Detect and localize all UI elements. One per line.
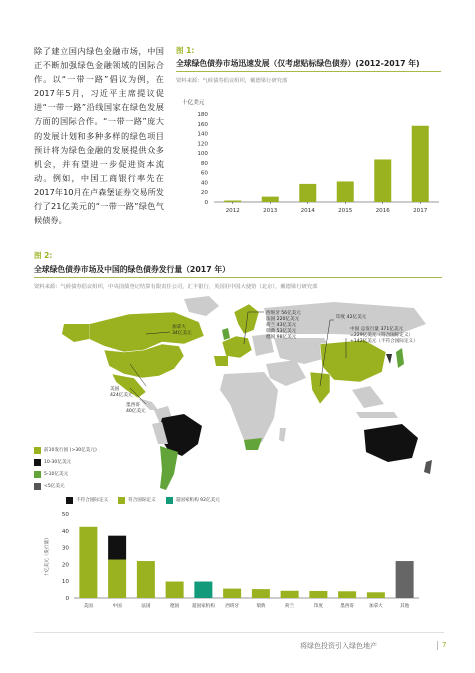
footer-separator	[437, 641, 438, 650]
chart2-xtick: 荷兰	[285, 604, 295, 609]
figure1-title: 全球绿色债券市场迅速发展（仅考虑贴标绿色债券）(2012-2017 年)	[176, 59, 420, 68]
chart2-xtick: 超国家机构	[191, 604, 215, 609]
map-spain	[214, 356, 228, 366]
map-uk	[222, 328, 230, 340]
legend-label: 超国家机构 92亿美元	[175, 498, 220, 503]
map-europe-west	[222, 336, 252, 358]
figure1-label: 图 1:	[176, 46, 195, 55]
map-india	[310, 372, 330, 404]
legend-swatch	[34, 471, 41, 478]
map-legend-item	[34, 468, 144, 480]
figure1-source: 资料来源：气候债券倡议组织，戴德梁行研究部	[176, 78, 288, 84]
green-bond-growth-chart	[172, 92, 447, 222]
map-annotation-mexico: 墨西哥 40亿美元	[126, 403, 146, 414]
chart1-ytick: 120	[197, 141, 208, 148]
footer-text: 将绿色投资引入绿色地产	[300, 642, 377, 650]
chart2-bar-segment	[79, 527, 97, 598]
chart1-ylabel: 十亿美元	[182, 100, 205, 106]
chart2-ytick: 0	[65, 596, 69, 602]
legend-swatch	[34, 459, 41, 466]
map-alaska	[62, 324, 89, 342]
chart2-bar-segment	[281, 591, 299, 598]
legend-label: 符合国际定义	[128, 498, 156, 503]
chart2-ytick: 10	[61, 579, 69, 586]
map-indonesia	[356, 412, 398, 418]
chart1-bar	[412, 126, 429, 202]
chart1-xtick: 2014	[300, 208, 315, 214]
chart2-ytick: 30	[61, 545, 69, 552]
chart1-bar	[224, 201, 241, 202]
chart2-xtick: 中国	[112, 604, 122, 609]
chart2-bar-segment	[396, 561, 414, 598]
footer-divider	[34, 632, 444, 633]
chart2-xtick: 印度	[313, 604, 323, 609]
chart2-ylabel: 十亿美元（发行量）	[45, 535, 50, 577]
country-issuance-chart	[34, 506, 424, 618]
figure2-divider	[34, 277, 442, 278]
chart2-xtick: 美国	[83, 604, 93, 609]
map-legend-item	[34, 456, 144, 468]
map-legend-item	[34, 480, 144, 492]
map-korea	[386, 354, 392, 364]
chart2-xtick: 加拿大	[368, 604, 383, 609]
chart1-xtick: 2013	[263, 208, 278, 214]
chart2-bar-segment	[194, 582, 212, 598]
figure1-divider	[176, 71, 441, 72]
chart2-ytick: 40	[61, 528, 69, 535]
page-number: 7	[442, 641, 447, 649]
map-greenland	[184, 296, 219, 316]
chart1-ytick: 60	[200, 170, 208, 177]
chart1-ytick: 0	[204, 200, 208, 206]
chart1-bar	[374, 159, 391, 202]
chart2-xtick: 其他	[400, 604, 410, 609]
chart1-xtick: 2015	[338, 208, 353, 214]
map-legend-item	[34, 444, 144, 456]
chart2-bar-segment	[108, 536, 126, 560]
map-australia	[364, 424, 418, 462]
legend-swatch	[166, 497, 173, 504]
map-japan	[396, 348, 404, 368]
map-annotation-china: 中国 总发行量 371亿美元=229亿美元（符合国际定义）+142亿美元（不符合国际定义）	[350, 327, 418, 344]
legend-label: <5亿美元	[44, 484, 65, 489]
map-madagascar	[279, 428, 286, 442]
figure2-title: 全球绿色债券市场及中国的绿色债券发行量（2017 年）	[34, 265, 230, 274]
chart1-ytick: 160	[197, 121, 208, 128]
chart1-bar	[337, 181, 354, 202]
chart2-legend-item	[118, 494, 156, 506]
chart2-bar-segment	[367, 592, 385, 598]
map-south-africa	[244, 438, 262, 450]
legend-swatch	[34, 483, 41, 490]
map-se-asia	[352, 386, 384, 408]
map-chile-argentina	[160, 446, 178, 490]
legend-swatch	[34, 447, 41, 454]
legend-label: 不符合国际定义	[76, 498, 109, 503]
legend-swatch	[118, 497, 125, 504]
chart2-bar-segment	[338, 591, 356, 598]
chart2-bar-segment	[309, 591, 327, 598]
chart2-bar-segment	[108, 560, 126, 598]
chart1-xtick: 2012	[225, 208, 240, 214]
chart2-xtick: 法国	[141, 604, 151, 609]
chart1-ytick: 100	[197, 151, 208, 158]
figure2-source: 资料来源：气候债券倡议组织，中央国债登记结算有限责任公司，汇丰银行，英国驻中国大使馆（北京），戴德梁行研究部	[34, 284, 318, 290]
chart1-ytick: 40	[200, 180, 208, 187]
figure2-label: 图 2:	[34, 251, 53, 260]
chart2-xtick: 德国	[170, 604, 180, 609]
chart2-bar-segment	[166, 582, 184, 598]
map-africa	[220, 372, 278, 450]
intro-paragraph: 除了建立国内绿色金融市场，中国正不断加强绿色金融领域的国际合作。以“一带一路”倡议为例，在2017年5月，习近平主席提议促进“一带一路”沿线国家在绿色发展方面的国际合作。“一带一路”庞大的发展计划和多种多样的绿色项目预计将为绿色金融的发展提供众多机会，并有望进一步促进资本流动。例如，中国工商银行率先在2017年10月在卢森堡证券交易所发行了21亿美元的“一带一路”绿色气候债券。	[34, 46, 164, 226]
legend-label: 前10发行国 (>30亿美元)	[44, 448, 97, 453]
chart1-xtick: 2016	[375, 208, 390, 214]
map-scandinavia	[234, 304, 259, 334]
map-annotation-usa: 美国 424亿美元	[110, 387, 133, 398]
map-new-zealand	[424, 460, 432, 474]
chart2-bar-segment	[252, 589, 270, 598]
map-annotation-canada: 加拿大 34亿美元	[172, 325, 192, 336]
legend-swatch	[66, 497, 73, 504]
chart2-xtick: 墨西哥	[340, 604, 355, 609]
legend-label: 10-30亿美元	[44, 460, 72, 465]
chart2-xtick: 西班牙	[225, 604, 240, 609]
chart2-ytick: 20	[61, 562, 69, 569]
map-legend	[34, 444, 144, 492]
chart2-ytick: 50	[61, 512, 69, 518]
chart2-bar-segment	[137, 561, 155, 598]
chart2-legend-item	[66, 494, 108, 506]
chart1-ytick: 140	[197, 131, 208, 138]
map-middle-east	[266, 360, 306, 386]
chart1-ytick: 20	[200, 190, 208, 197]
legend-label: 5-10亿美元	[44, 472, 69, 477]
chart1-ytick: 80	[200, 160, 208, 167]
map-annotation-europe: 西班牙 56亿美元法国 220亿美元荷兰 43亿美元瑞典 53亿美元德国 98亿美元	[266, 311, 301, 340]
chart2-xtick: 瑞典	[256, 604, 266, 609]
chart1-bar	[299, 184, 316, 202]
chart1-xtick: 2017	[413, 208, 428, 214]
country-chart-legend	[66, 494, 220, 506]
chart1-ytick: 180	[197, 112, 208, 118]
map-annotation-india: 印度 42亿美元	[336, 315, 367, 320]
chart2-bar-segment	[223, 589, 241, 598]
chart1-bar	[262, 197, 279, 202]
chart2-legend-item	[166, 494, 220, 506]
